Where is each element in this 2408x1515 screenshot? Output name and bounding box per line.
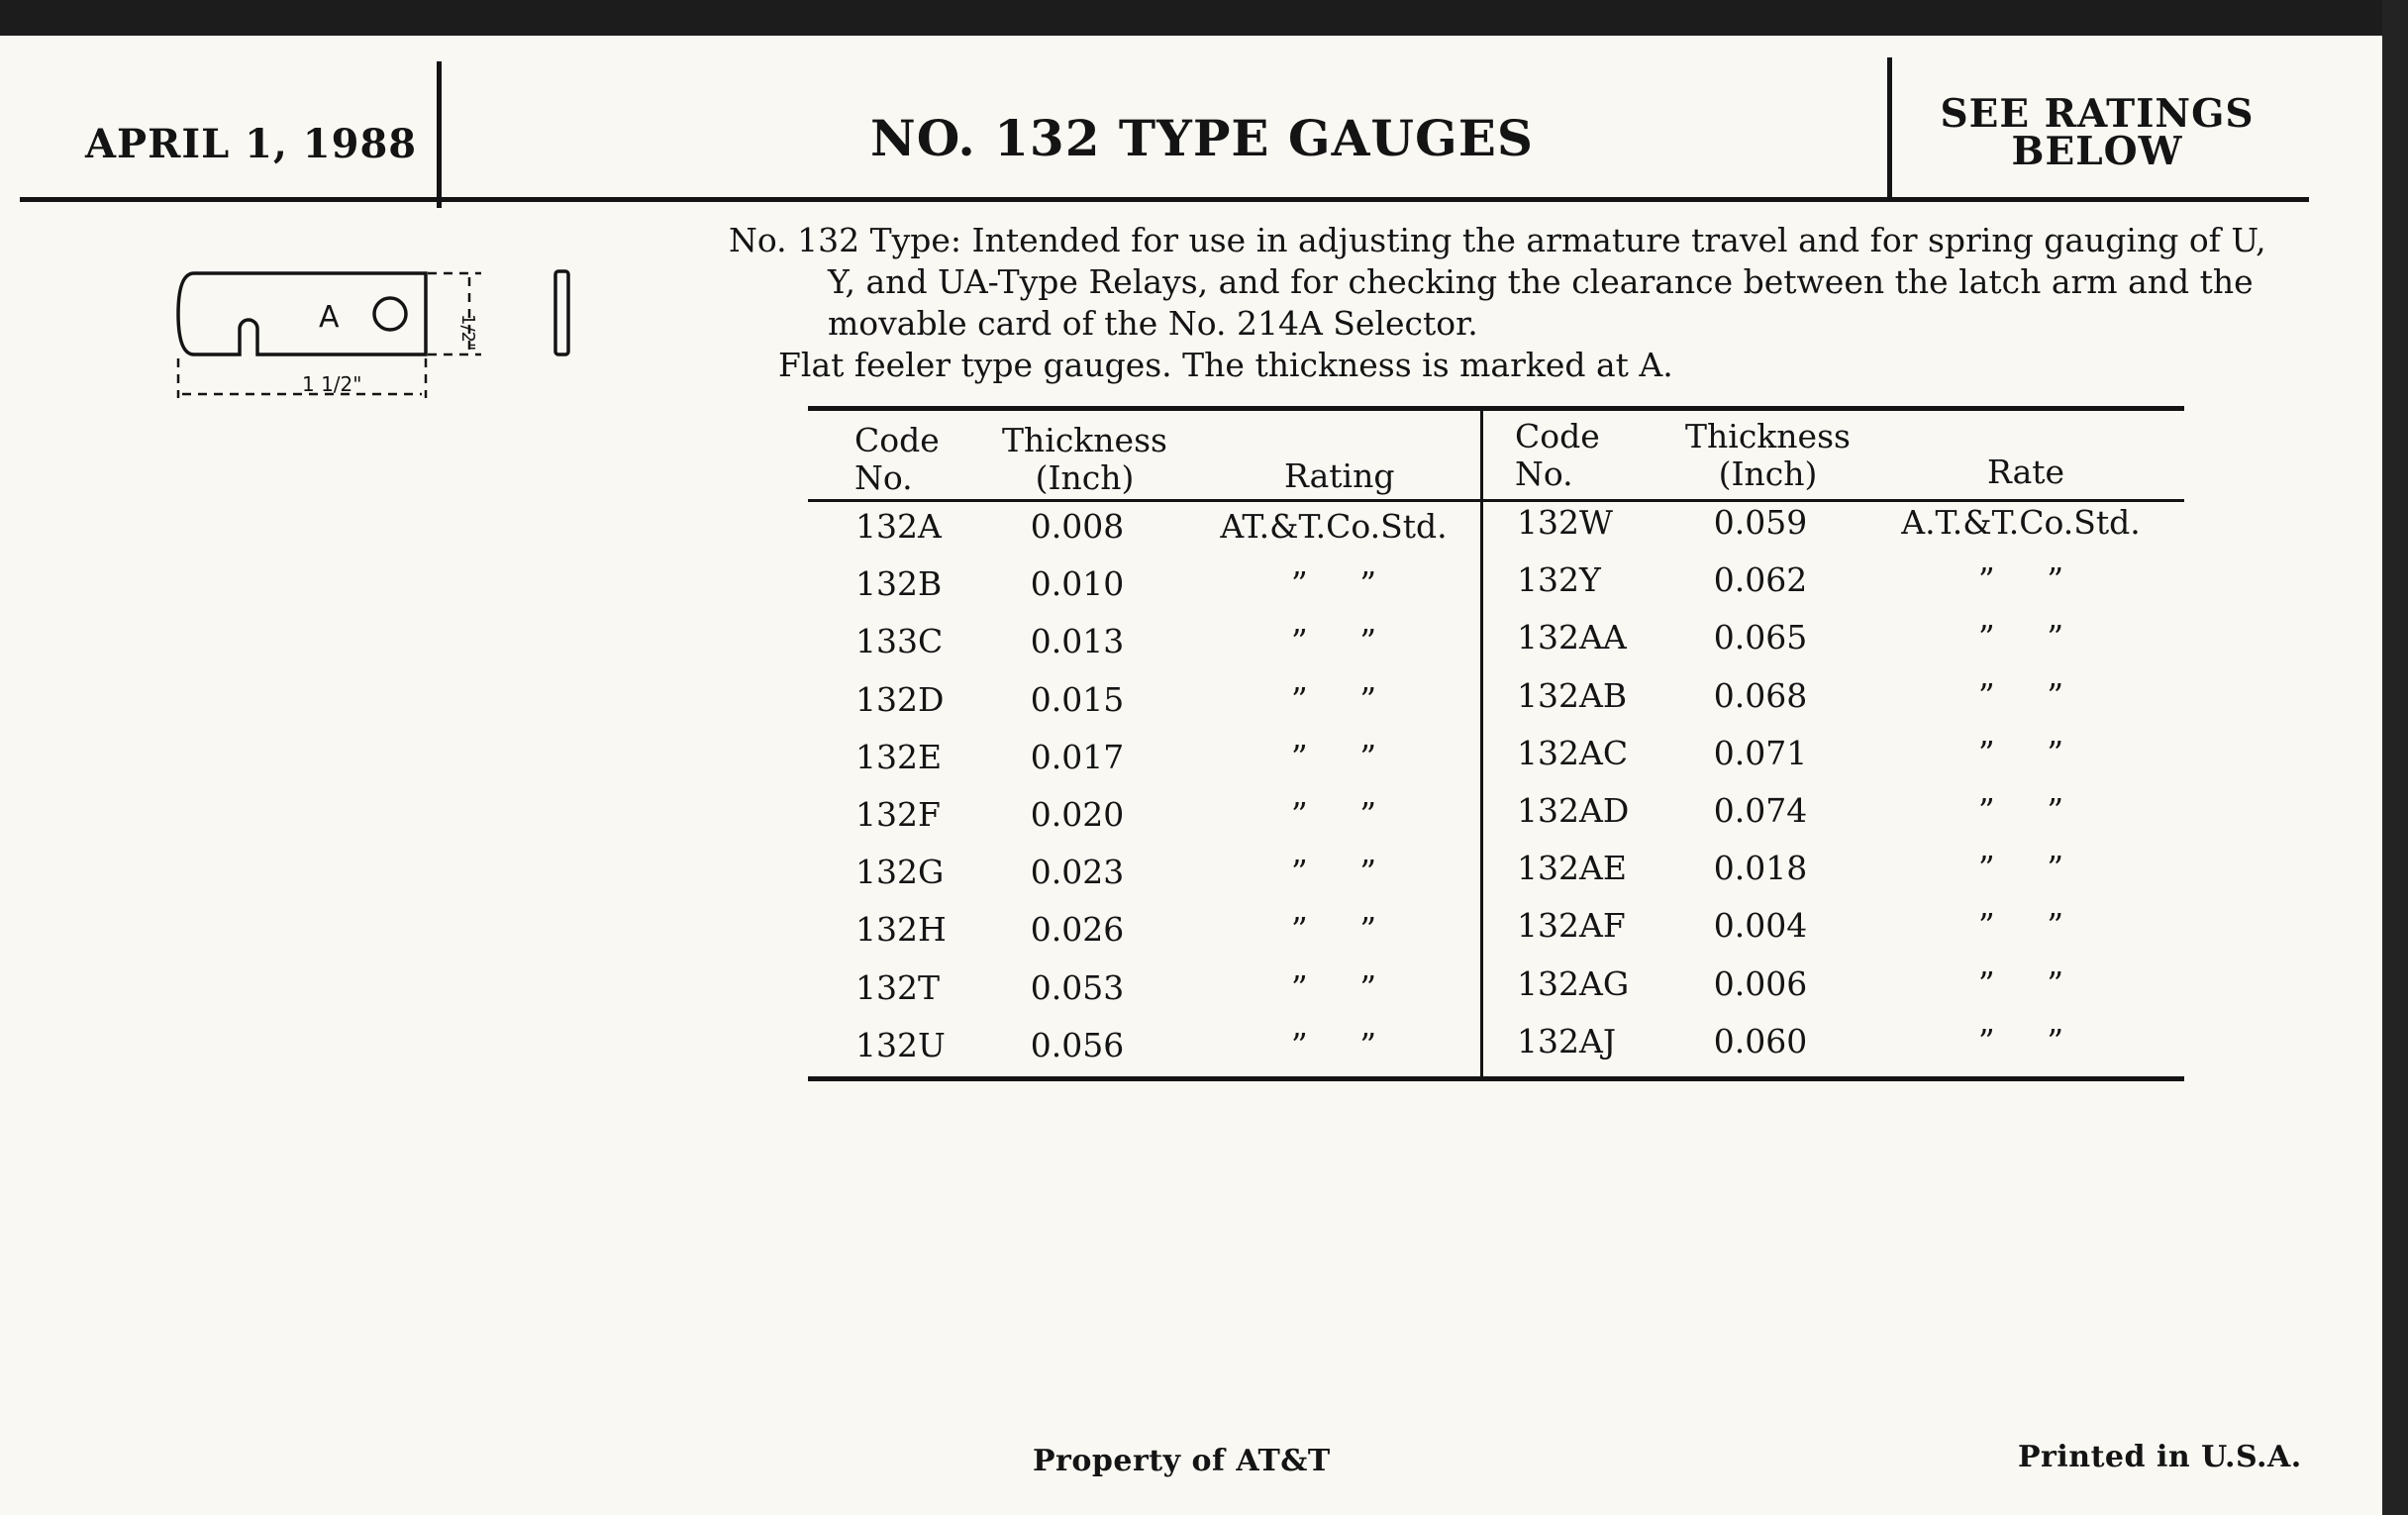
row-code: 132Y — [1517, 560, 1601, 600]
header-rule — [20, 197, 2309, 202]
description-note: Flat feeler type gauges. The thickness is marked at A. — [778, 346, 1673, 384]
header-code-right — [1515, 418, 1600, 493]
header-divider-right — [1887, 57, 1892, 200]
row-thickness: 0.053 — [1030, 967, 1125, 1007]
footer-printed: Printed in U.S.A. — [2018, 1440, 2302, 1474]
row-thickness: 0.008 — [1030, 507, 1125, 546]
footer-property: Property of AT&T — [1033, 1444, 1331, 1478]
row-code: 132W — [1517, 503, 1613, 542]
page-title: NO. 132 TYPE GAUGES — [870, 109, 1534, 167]
row-thickness: 0.006 — [1713, 963, 1808, 1003]
row-thickness: 0.015 — [1030, 679, 1125, 719]
row-code: 133C — [855, 622, 944, 661]
row-code: 132T — [855, 967, 940, 1007]
header-rate-right: Rate — [1987, 453, 2065, 491]
see-ratings-note: SEE RATINGS BELOW — [1940, 91, 2255, 174]
row-rating: ” ” — [1290, 737, 1377, 776]
row-rating: ” ” — [1977, 849, 2064, 888]
row-code: 132AA — [1517, 618, 1627, 657]
header-code-line1: Code — [854, 421, 940, 459]
row-thickness: 0.023 — [1030, 853, 1125, 892]
row-thickness: 0.026 — [1030, 910, 1125, 950]
issue-date: APRIL 1, 1988 — [85, 121, 418, 167]
description-paragraph: No. 132 Type: Intended for use in adjusting the armature travel and for spring gauging of U, Y, and UA-Type Relays, and for checking the clearance between the latch arm and the movable card of the No. 214A Selector. — [729, 221, 2266, 343]
row-code: 132B — [855, 564, 943, 604]
row-rating: ” ” — [1290, 679, 1377, 719]
row-rating: ” ” — [1290, 795, 1377, 834]
header-thickness-left — [1002, 422, 1167, 497]
row-rating: ” ” — [1977, 733, 2064, 772]
diagram-label-a: A — [319, 300, 340, 335]
row-code: 132E — [855, 737, 943, 776]
row-code: 132AE — [1517, 849, 1627, 888]
row-code: 132H — [855, 910, 947, 950]
row-thickness: 0.013 — [1030, 622, 1125, 661]
row-rating: ” ” — [1977, 791, 2064, 830]
row-rating: ” ” — [1977, 963, 2064, 1003]
row-code: 132F — [855, 795, 941, 834]
diagram-height-dimension: 1/2" — [457, 314, 478, 352]
table-top-rule — [808, 406, 2184, 411]
row-thickness: 0.010 — [1030, 564, 1125, 604]
row-rating: A.T.&T.Co.Std. — [1901, 503, 2141, 542]
row-rating: ” ” — [1290, 622, 1377, 661]
row-rating: ” ” — [1290, 1025, 1377, 1064]
row-thickness: 0.056 — [1030, 1025, 1125, 1064]
row-code: 132AF — [1517, 906, 1626, 946]
row-thickness: 0.068 — [1713, 675, 1808, 715]
diagram-length-dimension: 1 1/2" — [302, 372, 362, 396]
row-thickness: 0.074 — [1713, 791, 1808, 830]
header-thickness-right — [1685, 418, 1851, 493]
row-thickness: 0.059 — [1713, 503, 1808, 542]
header-thickness-line1: Thickness — [1002, 421, 1167, 459]
row-rating: ” ” — [1290, 910, 1377, 950]
row-rating: ” ” — [1977, 675, 2064, 715]
row-thickness: 0.020 — [1030, 795, 1125, 834]
header-thickness-line2: (Inch) — [1035, 458, 1135, 497]
header-thickness-line1: Thickness — [1685, 417, 1851, 455]
row-code: 132A — [855, 507, 942, 546]
header-code-left — [854, 422, 940, 497]
row-code: 132AC — [1517, 733, 1629, 772]
row-rating: ” ” — [1977, 1021, 2064, 1060]
scan-edge — [2382, 0, 2408, 1515]
description-text — [729, 220, 2273, 386]
row-rating: ” ” — [1977, 560, 2064, 600]
row-rating: ” ” — [1290, 967, 1377, 1007]
row-code: 132D — [855, 679, 945, 719]
header-code-line2: No. — [1515, 454, 1573, 493]
gauge-diagram — [166, 259, 622, 428]
header-code-line1: Code — [1515, 417, 1600, 455]
row-code: 132G — [855, 853, 945, 892]
table-header-rule — [808, 499, 2184, 502]
row-code: 132AD — [1517, 791, 1630, 830]
row-rating: ” ” — [1290, 564, 1377, 604]
row-code: 132AB — [1517, 675, 1628, 715]
row-thickness: 0.062 — [1713, 560, 1808, 600]
row-code: 132U — [855, 1025, 946, 1064]
row-rating: AT.&T.Co.Std. — [1220, 507, 1448, 546]
row-rating: ” ” — [1977, 906, 2064, 946]
row-rating: ” ” — [1290, 853, 1377, 892]
row-code: 132AG — [1517, 963, 1630, 1003]
header-divider-left — [437, 61, 442, 208]
row-thickness: 0.004 — [1713, 906, 1808, 946]
row-thickness: 0.071 — [1713, 733, 1808, 772]
row-thickness: 0.065 — [1713, 618, 1808, 657]
row-thickness: 0.060 — [1713, 1021, 1808, 1060]
header-rating-left: Rating — [1284, 456, 1395, 495]
row-rating: ” ” — [1977, 618, 2064, 657]
header-code-line2: No. — [854, 458, 913, 497]
table-bottom-rule — [808, 1076, 2184, 1081]
row-thickness: 0.017 — [1030, 737, 1125, 776]
row-thickness: 0.018 — [1713, 849, 1808, 888]
row-code: 132AJ — [1517, 1021, 1617, 1060]
header-thickness-line2: (Inch) — [1718, 454, 1818, 493]
